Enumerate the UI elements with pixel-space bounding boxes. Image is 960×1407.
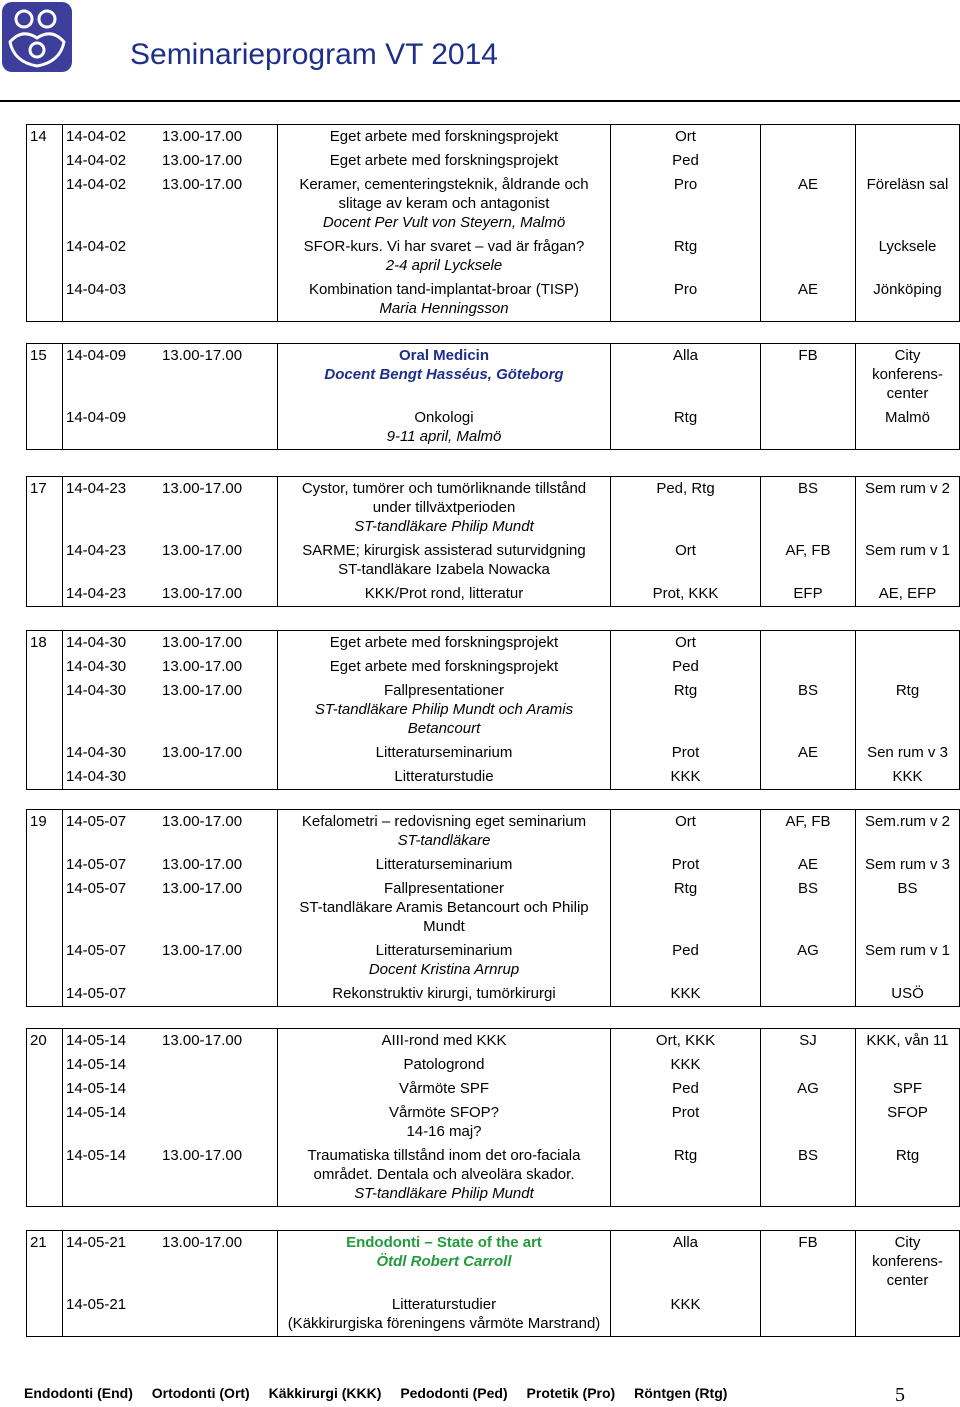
table-row <box>27 1144 960 1207</box>
week-18-table <box>26 630 960 790</box>
table-row <box>27 939 960 982</box>
speaker: (Käkkirurgiska föreningens vårmöte Marstrand) <box>287 1315 601 1332</box>
week-20-table <box>26 1028 960 1207</box>
organizer: BS <box>761 877 856 939</box>
topic: Eget arbete med forskningsprojekt <box>278 655 611 679</box>
location: Sem.rum v 2 <box>856 810 960 854</box>
location: Malmö <box>856 406 960 450</box>
topic: Patologrond <box>278 1053 611 1077</box>
date: 14-04-02 <box>66 152 127 169</box>
target-group: Ped, Rtg <box>611 477 761 540</box>
speaker: ST-tandläkare Philip Mundt <box>354 1185 534 1202</box>
week-number: 15 <box>27 344 63 407</box>
target-group: Rtg <box>611 235 761 278</box>
time: 13.00-17.00 <box>162 542 243 559</box>
table-row <box>27 1293 960 1337</box>
speaker: ST-tandläkare Philip Mundt <box>354 518 534 535</box>
target-group: Prot, KKK <box>611 582 761 607</box>
legend-item: Käkkirurgi (KKK) <box>268 1385 382 1401</box>
location: AE, EFP <box>856 582 960 607</box>
organizer: AF, FB <box>761 539 856 582</box>
week-number: 20 <box>27 1029 63 1054</box>
topic: Vårmöte SFOP? <box>388 1104 500 1121</box>
location: Sem rum v 3 <box>856 853 960 877</box>
week-number: 19 <box>27 810 63 854</box>
date: 14-05-07 <box>66 856 127 873</box>
target-group: Rtg <box>611 406 761 450</box>
table-row <box>27 278 960 322</box>
topic: Eget arbete med forskningsprojekt <box>278 125 611 150</box>
date: 14-04-30 <box>66 768 127 785</box>
organizer: AF, FB <box>761 810 856 854</box>
table-row <box>27 982 960 1007</box>
time: 13.00-17.00 <box>162 176 243 193</box>
legend-item: Protetik (Pro) <box>526 1385 616 1401</box>
table-row <box>27 344 960 407</box>
target-group: Alla <box>611 344 761 407</box>
location: Sen rum v 3 <box>856 741 960 765</box>
date: 14-05-14 <box>66 1032 127 1049</box>
table-row <box>27 539 960 582</box>
table-row <box>27 1077 960 1101</box>
speaker: 14-16 maj? <box>406 1123 482 1140</box>
time: 13.00-17.00 <box>162 682 243 699</box>
target-group: Ort <box>611 539 761 582</box>
organizer: AE <box>761 853 856 877</box>
table-row <box>27 1029 960 1054</box>
speaker: ST-tandläkare <box>397 832 491 849</box>
table-row <box>27 1101 960 1144</box>
location: City konferens-center <box>856 1231 960 1294</box>
target-group: Rtg <box>611 1144 761 1207</box>
time: 13.00-17.00 <box>162 856 243 873</box>
location: Sem rum v 1 <box>856 539 960 582</box>
topic: Fallpresentationer <box>383 880 505 897</box>
table-row <box>27 741 960 765</box>
date: 14-05-07 <box>66 813 127 830</box>
table-row <box>27 477 960 540</box>
time: 13.00-17.00 <box>162 585 243 602</box>
location: Jönköping <box>856 278 960 322</box>
table-row <box>27 810 960 854</box>
organizer: BS <box>761 477 856 540</box>
date: 14-04-02 <box>66 176 127 193</box>
table-row <box>27 655 960 679</box>
topic: Litteraturstudie <box>278 765 611 790</box>
topic: Fallpresentationer <box>383 682 505 699</box>
organizer: FB <box>761 1231 856 1294</box>
date: 14-05-07 <box>66 985 127 1002</box>
location: BS <box>856 877 960 939</box>
date: 14-05-14 <box>66 1080 127 1097</box>
topic: Kombination tand-implantat-broar (TISP) <box>308 281 580 298</box>
location: City konferens-center <box>856 344 960 407</box>
topic: Onkologi <box>414 409 474 426</box>
topic: AIII-rond med KKK <box>278 1029 611 1054</box>
target-group: Rtg <box>611 877 761 939</box>
week-14-table <box>26 124 960 322</box>
topic: Litteraturseminarium <box>278 741 611 765</box>
time: 13.00-17.00 <box>162 634 243 651</box>
time: 13.00-17.00 <box>162 658 243 675</box>
table-row <box>27 173 960 235</box>
topic: Rekonstruktiv kirurgi, tumörkirurgi <box>278 982 611 1007</box>
location: SPF <box>856 1077 960 1101</box>
organizer: BS <box>761 1144 856 1207</box>
target-group: Pro <box>611 173 761 235</box>
topic: SFOR-kurs. Vi har svaret – vad är frågan? <box>303 238 585 255</box>
table-row <box>27 877 960 939</box>
time: 13.00-17.00 <box>162 813 243 830</box>
organizer: AE <box>761 278 856 322</box>
table-row <box>27 582 960 607</box>
target-group: KKK <box>611 765 761 790</box>
time: 13.00-17.00 <box>162 744 243 761</box>
date: 14-05-14 <box>66 1104 127 1121</box>
topic: Traumatiska tillstånd inom det oro-faciala området. Dentala och alveolära skador. <box>307 1147 581 1183</box>
target-group: Ort, KKK <box>611 1029 761 1054</box>
date: 14-04-09 <box>66 409 127 426</box>
target-group: Ort <box>611 631 761 656</box>
target-group: Ped <box>611 1077 761 1101</box>
location: Rtg <box>856 679 960 741</box>
page-title: Seminarieprogram VT 2014 <box>130 38 498 71</box>
table-row <box>27 406 960 450</box>
time: 13.00-17.00 <box>162 880 243 897</box>
week-number: 18 <box>27 631 63 656</box>
week-number: 14 <box>27 125 63 150</box>
topic: Kefalometri – redovisning eget seminarium <box>301 813 587 830</box>
date: 14-04-23 <box>66 480 127 497</box>
location: USÖ <box>856 982 960 1007</box>
table-row <box>27 1053 960 1077</box>
date: 14-04-30 <box>66 682 127 699</box>
target-group: Ort <box>611 125 761 150</box>
date: 14-04-09 <box>66 347 127 364</box>
organizer: EFP <box>761 582 856 607</box>
target-group: Prot <box>611 741 761 765</box>
date: 14-04-23 <box>66 542 127 559</box>
target-group: KKK <box>611 1053 761 1077</box>
legend-item: Ortodonti (Ort) <box>151 1385 250 1401</box>
table-row <box>27 765 960 790</box>
topic: Cystor, tumörer och tumörliknande tillstånd under tillväxtperioden <box>301 480 587 516</box>
date: 14-04-30 <box>66 658 127 675</box>
table-row <box>27 853 960 877</box>
organizer: SJ <box>761 1029 856 1054</box>
topic: Endodonti – State of the art <box>346 1234 542 1251</box>
legend-item: Endodonti (End) <box>24 1385 133 1401</box>
time: 13.00-17.00 <box>162 152 243 169</box>
location: SFOP <box>856 1101 960 1144</box>
speaker: 9-11 april, Malmö <box>386 428 502 445</box>
date: 14-04-23 <box>66 585 127 602</box>
page-number: 5 <box>895 1384 905 1406</box>
target-group: KKK <box>611 1293 761 1337</box>
topic: SARME; kirurgisk assisterad suturvidgning <box>302 542 586 559</box>
table-row <box>27 149 960 173</box>
target-group: Pro <box>611 278 761 322</box>
target-group: Ort <box>611 810 761 854</box>
date: 14-04-02 <box>66 128 127 145</box>
location: KKK <box>856 765 960 790</box>
date: 14-04-30 <box>66 634 127 651</box>
date: 14-05-21 <box>66 1296 127 1313</box>
time: 13.00-17.00 <box>162 128 243 145</box>
week-17-table <box>26 476 960 607</box>
speaker: 2-4 april Lycksele <box>385 257 503 274</box>
legend-item: Pedodonti (Ped) <box>400 1385 508 1401</box>
target-group: KKK <box>611 982 761 1007</box>
time: 13.00-17.00 <box>162 942 243 959</box>
location: Föreläsn sal <box>856 173 960 235</box>
location: Sem rum v 2 <box>856 477 960 540</box>
location: KKK, vån 11 <box>856 1029 960 1054</box>
organizer: AE <box>761 173 856 235</box>
week-number: 21 <box>27 1231 63 1294</box>
table-row <box>27 1231 960 1294</box>
speaker: ST-tandläkare Aramis Betancourt och Philip Mundt <box>299 899 589 935</box>
date: 14-05-07 <box>66 880 127 897</box>
header-divider <box>0 100 960 102</box>
legend-item: Röntgen (Rtg) <box>634 1385 728 1401</box>
location: Sem rum v 1 <box>856 939 960 982</box>
target-group: Rtg <box>611 679 761 741</box>
table-row <box>27 235 960 278</box>
table-row <box>27 125 960 150</box>
organizer: AE <box>761 741 856 765</box>
topic: Eget arbete med forskningsprojekt <box>278 631 611 656</box>
topic: Litteraturstudier <box>391 1296 497 1313</box>
target-group: Prot <box>611 853 761 877</box>
organizer: AG <box>761 939 856 982</box>
time: 13.00-17.00 <box>162 347 243 364</box>
date: 14-05-07 <box>66 942 127 959</box>
table-row <box>27 631 960 656</box>
time: 13.00-17.00 <box>162 1032 243 1049</box>
speaker: Ötdl Robert Carroll <box>376 1253 512 1270</box>
target-group: Ped <box>611 149 761 173</box>
topic: Litteraturseminarium <box>375 942 513 959</box>
date: 14-04-02 <box>66 238 127 255</box>
date: 14-05-14 <box>66 1147 127 1164</box>
target-group: Prot <box>611 1101 761 1144</box>
week-15-table <box>26 343 960 450</box>
week-number: 17 <box>27 477 63 540</box>
organizer: AG <box>761 1077 856 1101</box>
time: 13.00-17.00 <box>162 1234 243 1251</box>
date: 14-05-21 <box>66 1234 127 1251</box>
time: 13.00-17.00 <box>162 1147 243 1164</box>
organizer: FB <box>761 344 856 407</box>
table-row <box>27 679 960 741</box>
date: 14-04-03 <box>66 281 127 298</box>
organizer: BS <box>761 679 856 741</box>
speaker: ST-tandläkare Izabela Nowacka <box>338 561 550 578</box>
speaker: Docent Per Vult von Steyern, Malmö <box>322 214 566 231</box>
topic: Keramer, cementeringsteknik, åldrande och slitage av keram och antagonist <box>299 176 589 212</box>
logo <box>2 2 72 72</box>
date: 14-05-14 <box>66 1056 127 1073</box>
topic: Oral Medicin <box>398 347 490 364</box>
target-group: Ped <box>611 655 761 679</box>
speaker: Docent Kristina Arnrup <box>368 961 520 978</box>
target-group: Ped <box>611 939 761 982</box>
time: 13.00-17.00 <box>162 480 243 497</box>
topic: Eget arbete med forskningsprojekt <box>278 149 611 173</box>
legend <box>24 1385 742 1401</box>
topic: Vårmöte SPF <box>278 1077 611 1101</box>
location: Rtg <box>856 1144 960 1207</box>
date: 14-04-30 <box>66 744 127 761</box>
location: Lycksele <box>856 235 960 278</box>
speaker: ST-tandläkare Philip Mundt och Aramis Betancourt <box>314 701 574 737</box>
topic: Litteraturseminarium <box>278 853 611 877</box>
target-group: Alla <box>611 1231 761 1294</box>
week-21-table <box>26 1230 960 1337</box>
speaker: Docent Bengt Hasséus, Göteborg <box>324 366 564 383</box>
topic: KKK/Prot rond, litteratur <box>278 582 611 607</box>
week-19-table <box>26 809 960 1007</box>
speaker: Maria Henningsson <box>379 300 509 317</box>
